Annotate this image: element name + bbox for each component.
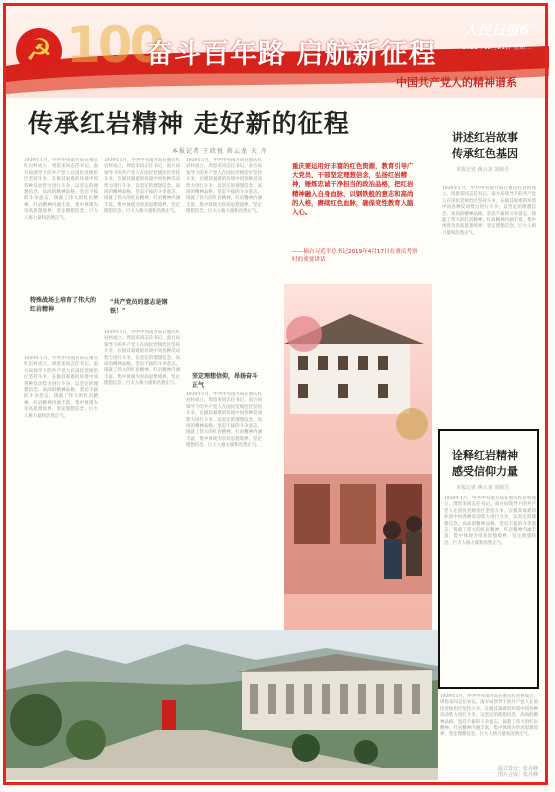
pull-quote: 重庆要运用好丰富的红色资源，教育引导广大党员、干部坚定理想信念，弘扬红岩精神，锤炼忠诚干净担当的政治品格，把红岩精神融入自身血脉，以钢铁般的意志和高尚的人格，赓续红色血脉，确保党性教育入脑入心。 (292, 162, 414, 217)
layout-credits: 版式设计：张丹峰 图片合成：张丹峰 (498, 766, 539, 778)
banner-title: 奋斗百年路 启航新征程 (146, 39, 437, 70)
party-emblem-icon: ☭ (16, 28, 62, 74)
pull-quote-source: ——摘自习近平总书记2019年4月17日在重庆考察时的重要讲话 (292, 249, 418, 263)
centenary-logo: 100 (66, 16, 162, 74)
main-headline: 传承红岩精神 走好新的征程 (28, 109, 350, 138)
body-column: 1939年1月，中共中央南方局在重庆红岩村成立，周恩来同志任书记。南方局领导下的共产党人在国民党统治区坚持斗争，在极其艰难的环境中同各种反动势力进行斗争，以坚定的理想信念、高尚的精神品格、坚忍不拔的斗争意志，铸就了伟大的红岩精神。红岩精神内涵丰富，集中体现为崇高思想境界、坚定理想信念、巨大人格力量和浩然正气。 (442, 186, 536, 236)
body-column: 1939年1月，中共中央南方局在重庆红岩村成立，周恩来同志任书记。南方局领导下的共产党人在国民党统治区坚持斗争，在极其艰难的环境中同各种反动势力进行斗争，以坚定的理想信念、高尚的精神品格、坚忍不拔的斗争意志，铸就了伟大的红岩精神。红岩精神内涵丰富，集中体现为崇高思想境界、坚定理想信念、巨大人格力量和浩然正气。 (104, 158, 180, 215)
masthead: 人民日报6 (463, 23, 529, 39)
page-date: 2021年12月21日 星期二 (462, 44, 531, 51)
page-border (3, 3, 548, 785)
sidebar-story-1-byline: 本报记者 蒋云龙 刘新吾 (456, 167, 510, 173)
body-column: 1939年1月，中共中央南方局在重庆红岩村成立，周恩来同志任书记。南方局领导下的共产党人在国民党统治区坚持斗争，在极其艰难的环境中同各种反动势力进行斗争，以坚定的理想信念、高尚的精神品格、坚忍不拔的斗争意志，铸就了伟大的红岩精神。红岩精神内涵丰富，集中体现为崇高思想境界、坚定理想信念、巨大人格力量和浩然正气。 (186, 158, 262, 215)
body-column: 1939年1月，中共中央南方局在重庆红岩村成立，周恩来同志任书记。南方局领导下的共产党人在国民党统治区坚持斗争，在极其艰难的环境中同各种反动势力进行斗争，以坚定的理想信念、高尚的精神品格、坚忍不拔的斗争意志，铸就了伟大的红岩精神。红岩精神内涵丰富，集中体现为崇高思想境界、坚定理想信念、巨大人格力量和浩然正气。 (440, 694, 538, 738)
section-heading-2: “共产党员的意志是钢铁！” (110, 299, 168, 315)
body-column: 1939年1月，中共中央南方局在重庆红岩村成立，周恩来同志任书记。南方局领导下的共产党人在国民党统治区坚持斗争，在极其艰难的环境中同各种反动势力进行斗争，以坚定的理想信念、高尚的精神品格、坚忍不拔的斗争意志，铸就了伟大的红岩精神。红岩精神内涵丰富，集中体现为崇高思想境界、坚定理想信念、巨大人格力量和浩然正气。 (186, 392, 262, 449)
sidebar-story-2-title: 诠释红岩精神 感受信仰力量 (452, 449, 518, 478)
main-byline: 本报记者 王欣悦 蒋云龙 天 齐 (172, 148, 268, 155)
body-column: 1939年1月，中共中央南方局在重庆红岩村成立，周恩来同志任书记。南方局领导下的共产党人在国民党统治区坚持斗争，在极其艰难的环境中同各种反动势力进行斗争，以坚定的理想信念、高尚的精神品格、坚忍不拔的斗争意志，铸就了伟大的红岩精神。红岩精神内涵丰富，集中体现为崇高思想境界、坚定理想信念、巨大人格力量和浩然正气。 (24, 356, 98, 419)
section-heading-3: 坚定理想信仰，昂扬奋斗正气 (192, 373, 259, 389)
banner-subtitle: 中国共产党人的精神谱系 (396, 76, 517, 89)
sidebar-story-2-byline: 本报记者 蒋云龙 刘新吾 (456, 485, 510, 491)
body-column: 1939年1月，中共中央南方局在重庆红岩村成立，周恩来同志任书记。南方局领导下的共产党人在国民党统治区坚持斗争，在极其艰难的环境中同各种反动势力进行斗争，以坚定的理想信念、高尚的精神品格、坚忍不拔的斗争意志，铸就了伟大的红岩精神。红岩精神内涵丰富，集中体现为崇高思想境界、坚定理想信念、巨大人格力量和浩然正气。 (24, 158, 98, 221)
section-heading-1: 特殊战场上培育了伟大的红岩精神 (30, 297, 97, 313)
sidebar-story-1-title: 讲述红岩故事 传承红色基因 (452, 131, 518, 160)
body-column: 1939年1月，中共中央南方局在重庆红岩村成立，周恩来同志任书记。南方局领导下的共产党人在国民党统治区坚持斗争，在极其艰难的环境中同各种反动势力进行斗争，以坚定的理想信念、高尚的精神品格、坚忍不拔的斗争意志，铸就了伟大的红岩精神。红岩精神内涵丰富，集中体现为崇高思想境界、坚定理想信念、巨大人格力量和浩然正气。 (104, 330, 180, 387)
body-column: 1939年1月，中共中央南方局在重庆红岩村成立，周恩来同志任书记。南方局领导下的共产党人在国民党统治区坚持斗争，在极其艰难的环境中同各种反动势力进行斗争，以坚定的理想信念、高尚的精神品格、坚忍不拔的斗争意志，铸就了伟大的红岩精神。红岩精神内涵丰富，集中体现为崇高思想境界、坚定理想信念、巨大人格力量和浩然正气。 (444, 496, 536, 546)
